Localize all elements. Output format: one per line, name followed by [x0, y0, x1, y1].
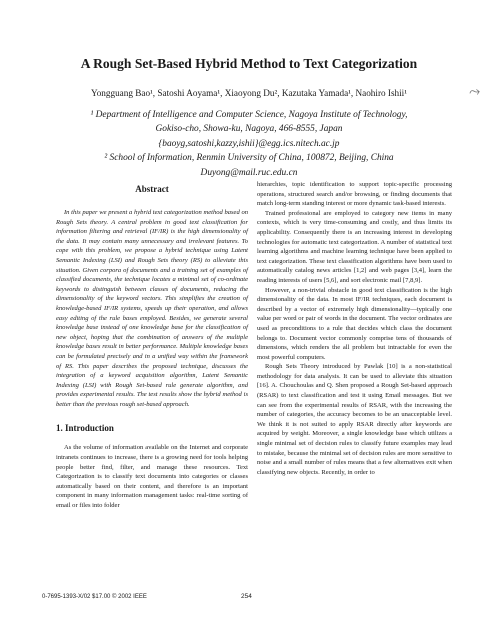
right-column: [257, 180, 452, 477]
paragraph-3: However, a non-trivial obstacle in good text classification is the high dimensionality of the data. In most IF/IR techniques, each document is described by a vector of extremely high dimensionality—typically one value per word or pair of words in the document. The vector ordinates are used as preconditions to a rule that decides which class the document belongs to. Document vector commonly comprise tens of thousands of dimensions, which renders the all problem but intractable for even the most powerful computers.: [257, 286, 452, 361]
paper-title: A Rough Set-Based Hybrid Method to Text Categorization: [80, 56, 418, 71]
paragraph-1: hierarchies, topic identification to support topic-specific processing operations, structured search and/or browsing, or finding documents that match long-term standing interest or more dynamic task-based interests.: [257, 181, 452, 208]
affiliation-line-1: ¹ Department of Intelligence and Computer Science, Nagoya Institute of Technology,: [90, 110, 408, 120]
corner-mark-icon: ⤳: [467, 83, 482, 101]
affiliation-email-2: Duyong@mail.ruc.edu.cn: [200, 167, 298, 178]
introduction-heading: 1. Introduction: [56, 423, 114, 434]
paragraph-2: Trained professional are employed to category new items in many contexts, which is very time-consuming and costly, and thus limits its applicability. Consequently there is an increasing interest in developing technologies for automatic text categorization. A number of statistical text learning algorithms and machine learning technique have been applied to text categorization. These text classification algorithms have been used to automatically catalog news articles [1,2] and web pages [3,4], learn the reading interests of users [5,6], and sort electronic mail [7,8,9].: [257, 209, 452, 284]
introduction-text: As the volume of information available on the Internet and corporate intranets continues to increase, there is a growing need for tools helping people better find, filter, and manage these resources. Text Categorization is to classify text documents into categories or classes automatically based on their content, and therefore is an important component in many information management tasks: real-time sorting of email or files into folder: [56, 444, 248, 510]
paragraph-4: Rough Sets Theory introduced by Pawlak [10] is a non-statistical methodology for data analysis. It can be used to alleviate this situation [16]. A. Chouchoulas and Q. Shen proposed a Rough Set-based approach (RSAR) to text classification and test it using Email messages. But we can see from the experimental results of RSAR, with the increasing the number of categories, the accuracy becomes to be an unacceptable level. We think it is not suited to apply RSAR directly after keywords are acquired by weight. Moreover, a single knowledge base which utilizes a single minimal set of decision rules to classify future examples may lead to mistake, because the minimal set of decision rules are more sensitive to noise and a small number of rules means that a few alternatives exit when classifying new objects. Recently, in order to: [257, 363, 452, 476]
page-number: 254: [241, 593, 252, 600]
affiliation-line-2: Gokiso-cho, Showa-ku, Nagoya, 466-8555, Japan: [155, 124, 343, 135]
affiliations: [20, 108, 478, 180]
affiliation-email-1: {baoyg,satoshi,kazzy,ishii}@egg.ics.nitech.ac.jp: [158, 138, 340, 149]
copyright-footer: 0-7695-1393-X/02 $17.00 © 2002 IEEE: [42, 594, 147, 600]
left-column: [56, 184, 248, 511]
abstract-text: In this paper we present a hybrid text categorization method based on Rough Sets theory. A central problem in good text classification for information filtering and retrieval (IF/IR) is the high dimensionality of the data. It may contain many unnecessary and irrelevant features. To cope with this problem, we propose a hybrid technique using Latent Semantic Indexing (LSI) and Rough Sets theory (RS) to alleviate this situation. Given corpora of documents and a training set of examples of classified documents, the technique locates a minimal set of co-ordinate keywords to distinguish between classes of documents, reducing the dimensionality of the keyword vectors. This simplifies the creation of knowledge-based IF/IR systems, speeds up their operation, and allows easy editing of the rule bases employed. Besides, we generate several knowledge base instead of one knowledge base for the classification of new object, hoping that the combination of answers of the multiple knowledge bases result in better performance. Multiple knowledge bases can be formulated precisely and in a unified way within the framework of RS. This paper describes the proposed technique, discusses the integration of a keyword acquisition algorithm, Latent Semantic Indexing (LSI) with Rough Set-based rule generate algorithm, and provides experimental results. The test results show the hybrid method is better than the previous rough set-based approach.: [56, 209, 248, 408]
affiliation-line-4: ² School of Information, Renmin University of China, 100872, Beijing, China: [104, 153, 394, 164]
abstract-heading: Abstract: [135, 184, 169, 194]
author-list: Yongguang Bao¹, Satoshi Aoyama¹, Xiaoyong Du², Kazutaka Yamada¹, Naohiro Ishii¹: [91, 88, 407, 98]
